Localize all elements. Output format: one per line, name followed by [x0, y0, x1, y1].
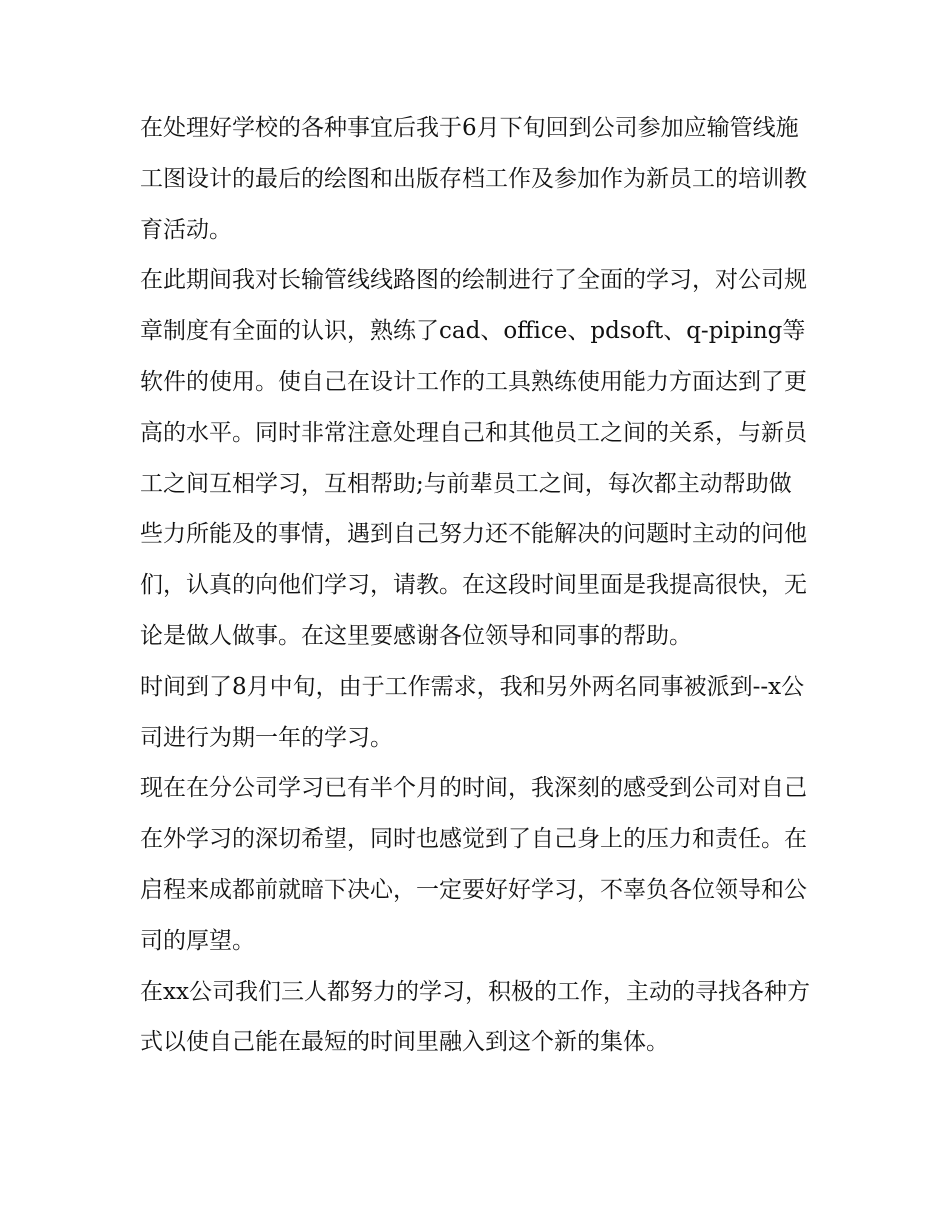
document-body: [140, 103, 812, 1068]
paragraph-2: 在此期间我对长输管线线路图的绘制进行了全面的学习，对公司规章制度有全面的认识，熟练了cad、office、pdsoft、q-piping等软件的使用。使自己在设计工作的工具熟练使用能力方面达到了更高的水平。同时非常注意处理自己和其他员工之间的关系，与新员工之间互相学习，互相帮助;与前辈员工之间，每次都主动帮助做些力所能及的事情，遇到自己努力还不能解决的问题时主动的问他们，认真的向他们学习，请教。在这段时间里面是我提高很快，无论是做人做事。在这里要感谢各位领导和同事的帮助。: [140, 267, 807, 649]
paragraph-3: 时间到了8月中旬，由于工作需求，我和另外两名同事被派到--x公司进行为期一年的学习。: [140, 673, 805, 751]
paragraph-1: 在处理好学校的各种事宜后我于6月下旬回到公司参加应输管线施工图设计的最后的绘图和出版存档工作及参加作为新员工的培训教育活动。: [140, 115, 807, 243]
paragraph-5: 在xx公司我们三人都努力的学习，积极的工作，主动的寻找各种方式以使自己能在最短的时间里融入到这个新的集体。: [140, 978, 810, 1056]
paragraph-4: 现在在分公司学习已有半个月的时间，我深刻的感受到公司对自己在外学习的深切希望，同时也感觉到了自己身上的压力和责任。在启程来成都前就暗下决心，一定要好好学习，不辜负各位领导和公司的厚望。: [140, 775, 807, 954]
